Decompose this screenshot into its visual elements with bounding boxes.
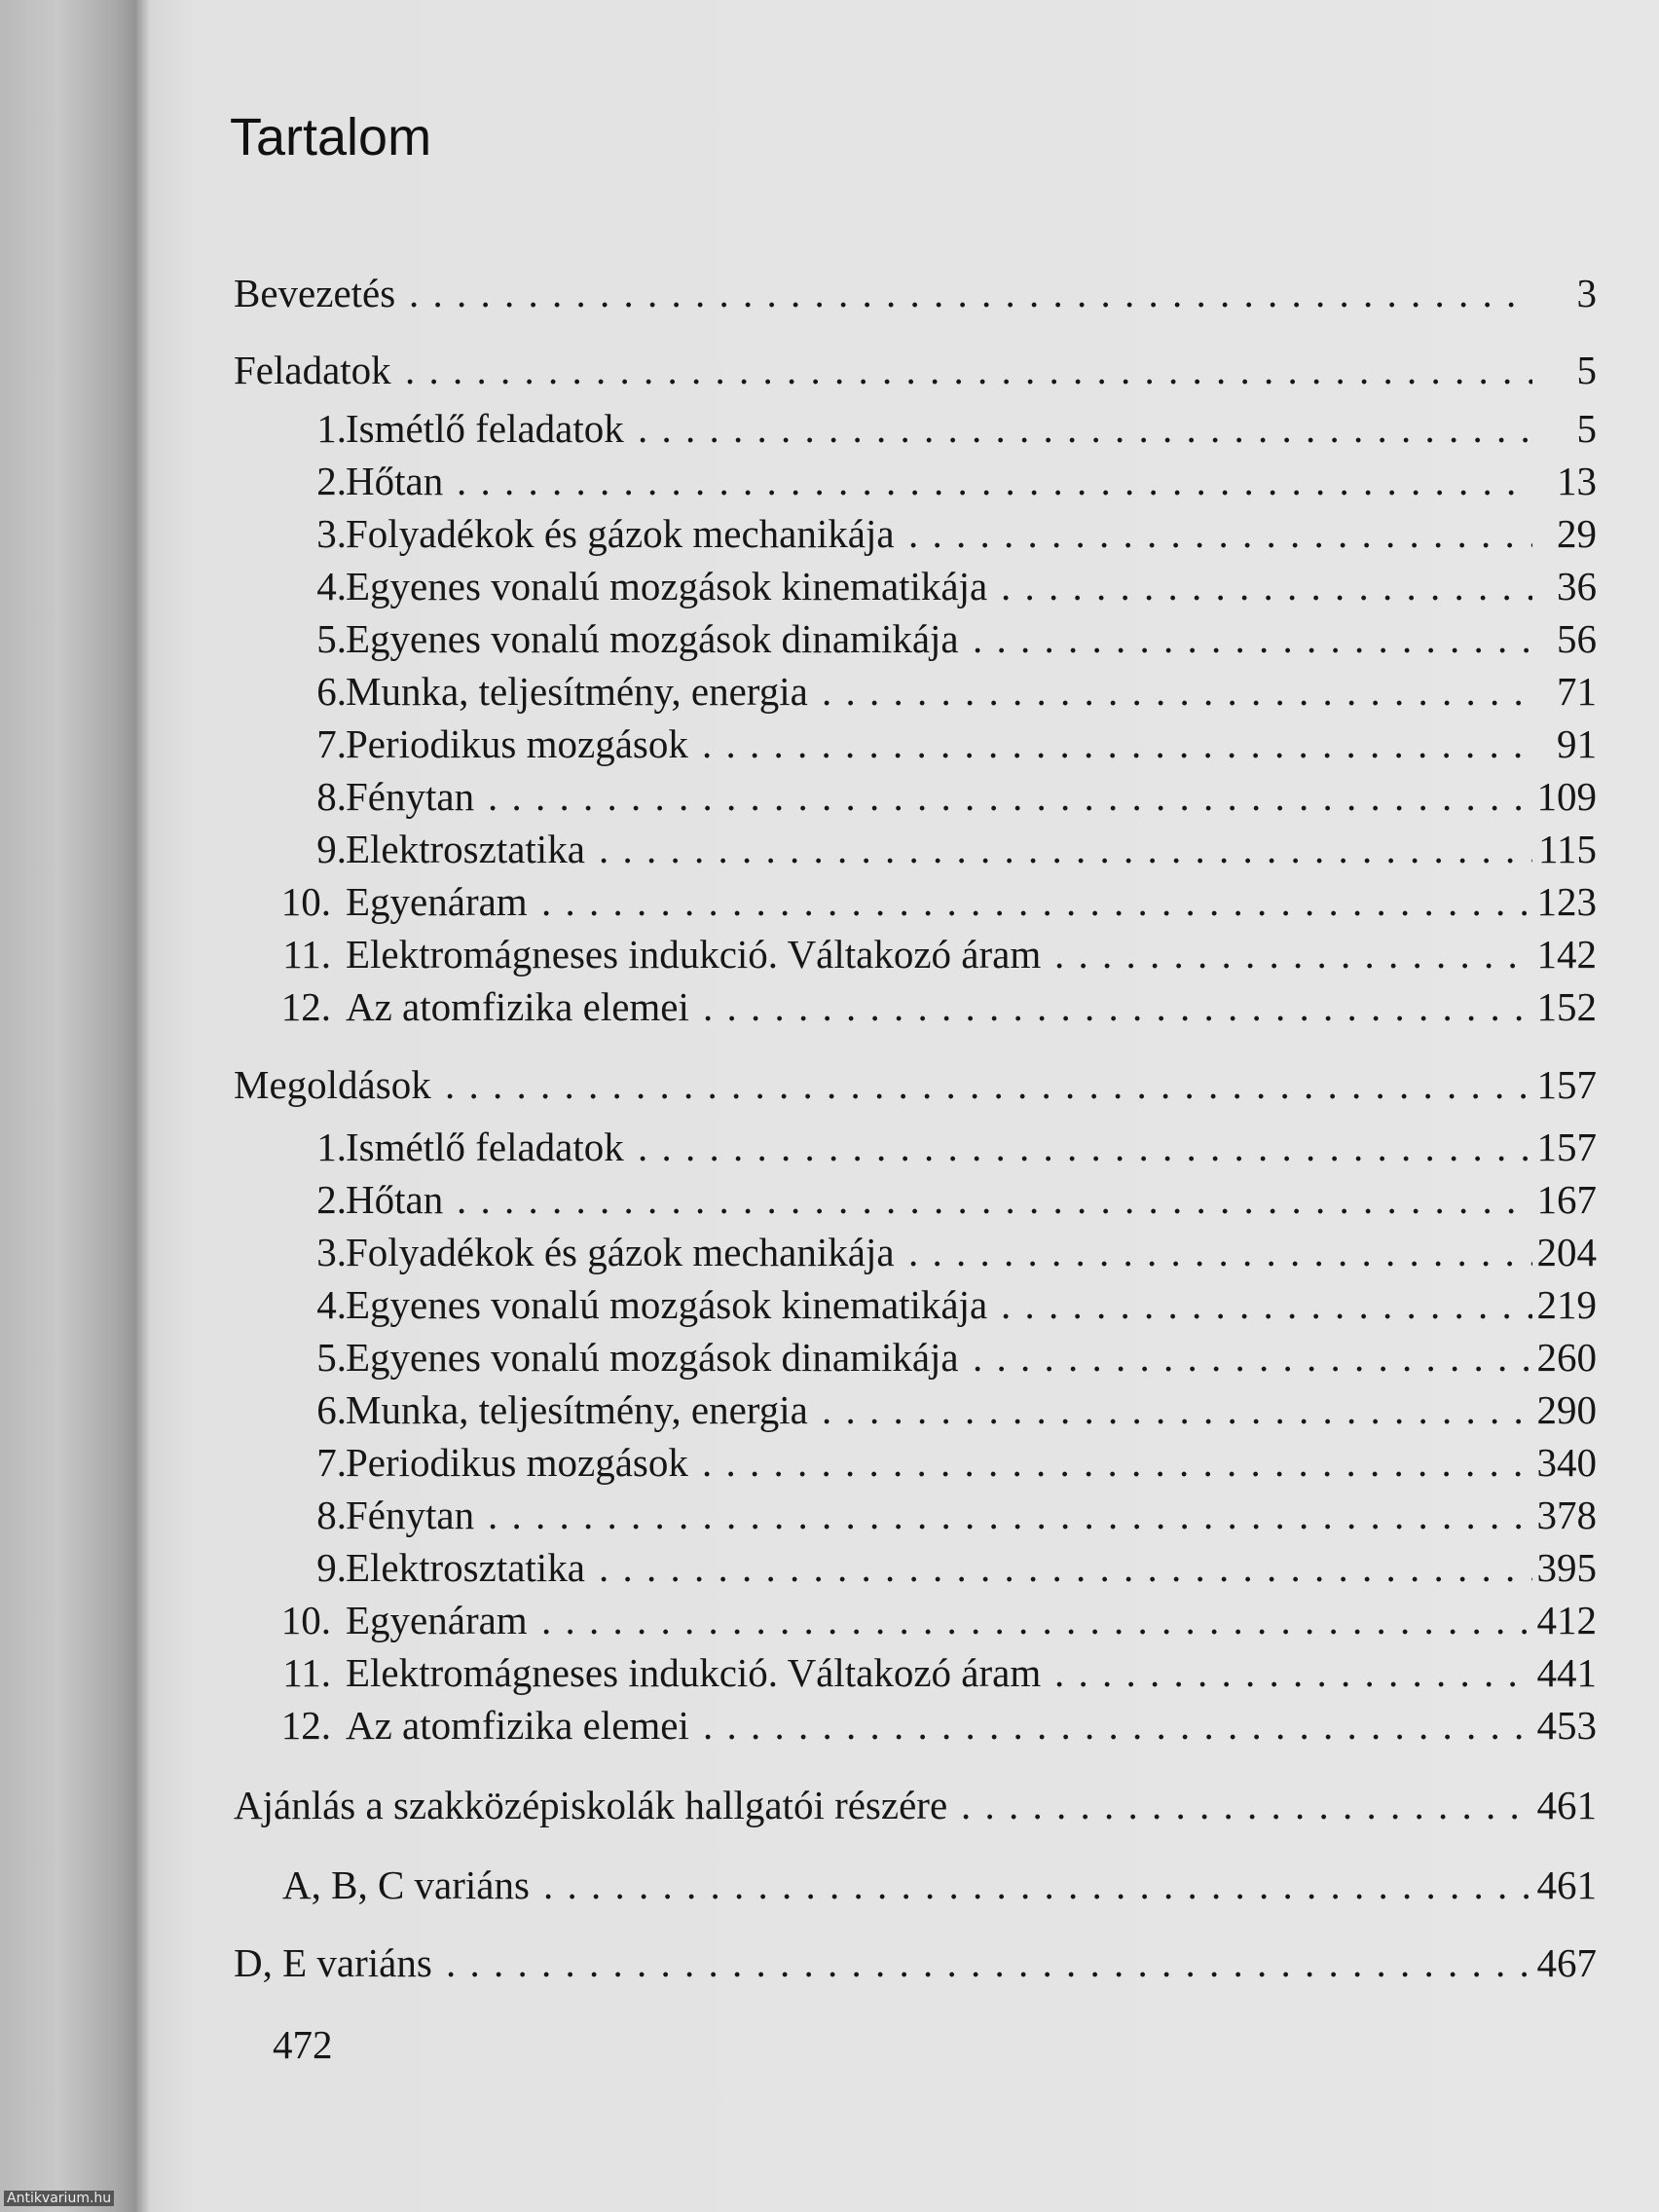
dot-leader [457, 458, 1532, 504]
toc-entry [0, 1176, 1659, 1223]
toc-entry-title: Periodikus mozgások [346, 721, 688, 766]
toc-entry-number: 9. [316, 827, 347, 871]
dot-leader [703, 1702, 1532, 1749]
toc-entry-title: Egyenes vonalú mozgások kinematikája [346, 1282, 988, 1327]
toc-entry-page: 461 [1536, 1783, 1597, 1827]
toc-entry-title: Elektrosztatika [346, 1545, 585, 1590]
toc-entry-number: 8. [316, 1493, 347, 1537]
toc-entry-title: Elektromágneses indukció. Váltakozó áram [346, 932, 1042, 977]
toc-entry-number: 8. [316, 774, 347, 819]
toc-entry-page: 167 [1536, 1177, 1597, 1222]
toc-entry-page: 5 [1576, 406, 1597, 451]
toc-entry-page: 157 [1536, 1062, 1597, 1107]
dot-leader [961, 1782, 1532, 1828]
toc-entry-page: 453 [1536, 1703, 1597, 1748]
toc-entry-title: Egyenes vonalú mozgások kinematikája [346, 564, 988, 608]
dot-leader [541, 878, 1532, 925]
toc-entry [0, 1124, 1659, 1170]
dot-leader [822, 668, 1532, 715]
toc-entry-title: Megoldások [234, 1062, 431, 1107]
toc-entry-title: Fénytan [346, 774, 475, 819]
toc-entry-page: 260 [1536, 1335, 1597, 1380]
toc-entry-number: 11. [282, 932, 331, 977]
toc-entry-title: Ajánlás a szakközépiskolák hallgatói részére [234, 1783, 948, 1827]
toc-entry-title: Elektrosztatika [346, 827, 585, 871]
toc-entry-page: 290 [1536, 1387, 1597, 1432]
toc-entry-number: 5. [316, 616, 347, 661]
dot-leader [703, 983, 1532, 1030]
toc-entry-page: 378 [1536, 1493, 1597, 1537]
toc-entry [0, 1702, 1659, 1749]
dot-leader [702, 720, 1532, 767]
toc-entry-number: 7. [316, 1440, 347, 1485]
toc-entry-number: 4. [316, 564, 347, 608]
toc-entry-number: 1. [316, 406, 347, 451]
toc-entry [0, 1544, 1659, 1591]
dot-leader [638, 405, 1532, 452]
toc-entry-number: 2. [316, 1177, 347, 1222]
dot-leader [908, 510, 1532, 557]
dot-leader [488, 773, 1532, 820]
toc-entry-number: 4. [316, 1282, 347, 1327]
toc-entry-page: 36 [1557, 564, 1597, 608]
toc-entry-page: 204 [1536, 1230, 1597, 1274]
toc-entry-number: 2. [316, 459, 347, 503]
toc-entry [0, 773, 1659, 820]
toc-entry-page: 441 [1536, 1650, 1597, 1695]
toc-entry-title: Az atomfizika elemei [346, 1703, 689, 1748]
dot-leader [822, 1386, 1532, 1433]
toc-entry [0, 458, 1659, 504]
toc-entry-title: Folyadékok és gázok mechanikája [346, 1230, 895, 1274]
toc-entry [0, 563, 1659, 609]
dot-leader [973, 615, 1532, 662]
toc-entry-page: 461 [1536, 1862, 1597, 1907]
dot-leader [409, 270, 1532, 316]
toc-entry [0, 1649, 1659, 1696]
toc-entry-page: 157 [1536, 1124, 1597, 1169]
toc-entry-title: Feladatok [234, 348, 391, 392]
dot-leader [599, 826, 1532, 872]
dot-leader [1001, 563, 1532, 609]
toc-entry-page: 56 [1557, 616, 1597, 661]
toc-entry [0, 1862, 1659, 1908]
toc-entry [0, 826, 1659, 872]
toc-entry-page: 115 [1538, 827, 1597, 871]
toc-entry [0, 1439, 1659, 1486]
dot-leader [445, 1061, 1532, 1108]
toc-entry [0, 1782, 1659, 1828]
toc-entry [0, 1939, 1659, 1986]
toc-entry-number: 3. [316, 1230, 347, 1274]
toc-entry-title: Bevezetés [234, 271, 396, 315]
dot-leader [488, 1492, 1532, 1538]
toc-entry-page: 109 [1536, 774, 1597, 819]
toc-entry [0, 1597, 1659, 1643]
toc-entry [0, 720, 1659, 767]
dot-leader [908, 1229, 1532, 1275]
dot-leader [543, 1862, 1532, 1908]
dot-leader [405, 347, 1532, 393]
toc-entry [0, 615, 1659, 662]
toc-entry [0, 510, 1659, 557]
toc-entry-title: Egyenáram [346, 879, 528, 924]
toc-entry-page: 71 [1557, 669, 1597, 714]
toc-entry-title: A, B, C variáns [282, 1862, 530, 1907]
toc-entry-page: 3 [1576, 271, 1597, 315]
toc-entry-number: 1. [316, 1124, 347, 1169]
toc-entry-page: 5 [1576, 348, 1597, 392]
toc-entry [0, 1061, 1659, 1108]
toc-entry-number: 6. [316, 669, 347, 714]
toc-entry-title: Egyenáram [346, 1598, 528, 1642]
toc-entry-page: 13 [1557, 459, 1597, 503]
toc-entry [0, 270, 1659, 316]
toc-entry-title: Hőtan [346, 459, 444, 503]
watermark: Antikvarium.hu [4, 2191, 114, 2206]
toc-entry-page: 142 [1536, 932, 1597, 977]
toc-entry-page: 395 [1536, 1545, 1597, 1590]
toc-entry-title: Egyenes vonalú mozgások dinamikája [346, 1335, 959, 1380]
page-number: 472 [273, 2022, 333, 2067]
dot-leader [702, 1439, 1532, 1486]
toc-entry-title: Fénytan [346, 1493, 475, 1537]
toc-entry-page: 152 [1536, 984, 1597, 1029]
toc-entry-title: Az atomfizika elemei [346, 984, 689, 1029]
toc-entry-page: 91 [1557, 721, 1597, 766]
toc-entry [0, 668, 1659, 715]
toc-entry-title: Hőtan [346, 1177, 444, 1222]
toc-entry-title: Munka, teljesítmény, energia [346, 1387, 808, 1432]
toc-entry-title: Ismétlő feladatok [346, 406, 624, 451]
toc-entry-page: 467 [1536, 1940, 1597, 1985]
toc-entry-page: 219 [1536, 1282, 1597, 1327]
toc-entry [0, 1229, 1659, 1275]
toc-entry-number: 12. [280, 1703, 331, 1748]
dot-leader [446, 1939, 1532, 1986]
toc-entry [0, 405, 1659, 452]
toc-entry-title: Folyadékok és gázok mechanikája [346, 511, 895, 556]
toc-entry-number: 9. [316, 1545, 347, 1590]
dot-leader [1054, 931, 1532, 977]
toc-entry-title: Ismétlő feladatok [346, 1124, 624, 1169]
dot-leader [1054, 1649, 1532, 1696]
toc-entry-number: 3. [316, 511, 347, 556]
dot-leader [541, 1597, 1532, 1643]
toc-entry [0, 878, 1659, 925]
toc-entry [0, 1334, 1659, 1381]
dot-leader [599, 1544, 1532, 1591]
toc-entry-page: 123 [1536, 879, 1597, 924]
dot-leader [973, 1334, 1532, 1381]
toc-entry-number: 11. [282, 1650, 331, 1695]
toc-entry-title: Egyenes vonalú mozgások dinamikája [346, 616, 959, 661]
toc-entry-number: 12. [280, 984, 331, 1029]
toc-entry-title: Periodikus mozgások [346, 1440, 688, 1485]
toc-entry-page: 29 [1557, 511, 1597, 556]
toc-entry-title: Munka, teljesítmény, energia [346, 669, 808, 714]
toc-entry [0, 347, 1659, 393]
dot-leader [1001, 1281, 1532, 1328]
toc-entry [0, 931, 1659, 977]
page-title: Tartalom [230, 108, 432, 166]
toc-entry-page: 412 [1536, 1598, 1597, 1642]
toc-entry [0, 983, 1659, 1030]
toc-entry-number: 6. [316, 1387, 347, 1432]
toc-entry [0, 1281, 1659, 1328]
toc-entry [0, 1386, 1659, 1433]
toc-entry-number: 10. [280, 879, 331, 924]
toc-entry-title: D, E variáns [234, 1940, 432, 1985]
toc-entry [0, 1492, 1659, 1538]
toc-entry-number: 10. [280, 1598, 331, 1642]
dot-leader [638, 1124, 1532, 1170]
toc-entry-page: 340 [1536, 1440, 1597, 1485]
toc-entry-number: 5. [316, 1335, 347, 1380]
toc-entry-title: Elektromágneses indukció. Váltakozó áram [346, 1650, 1042, 1695]
dot-leader [457, 1176, 1532, 1223]
toc-entry-number: 7. [316, 721, 347, 766]
